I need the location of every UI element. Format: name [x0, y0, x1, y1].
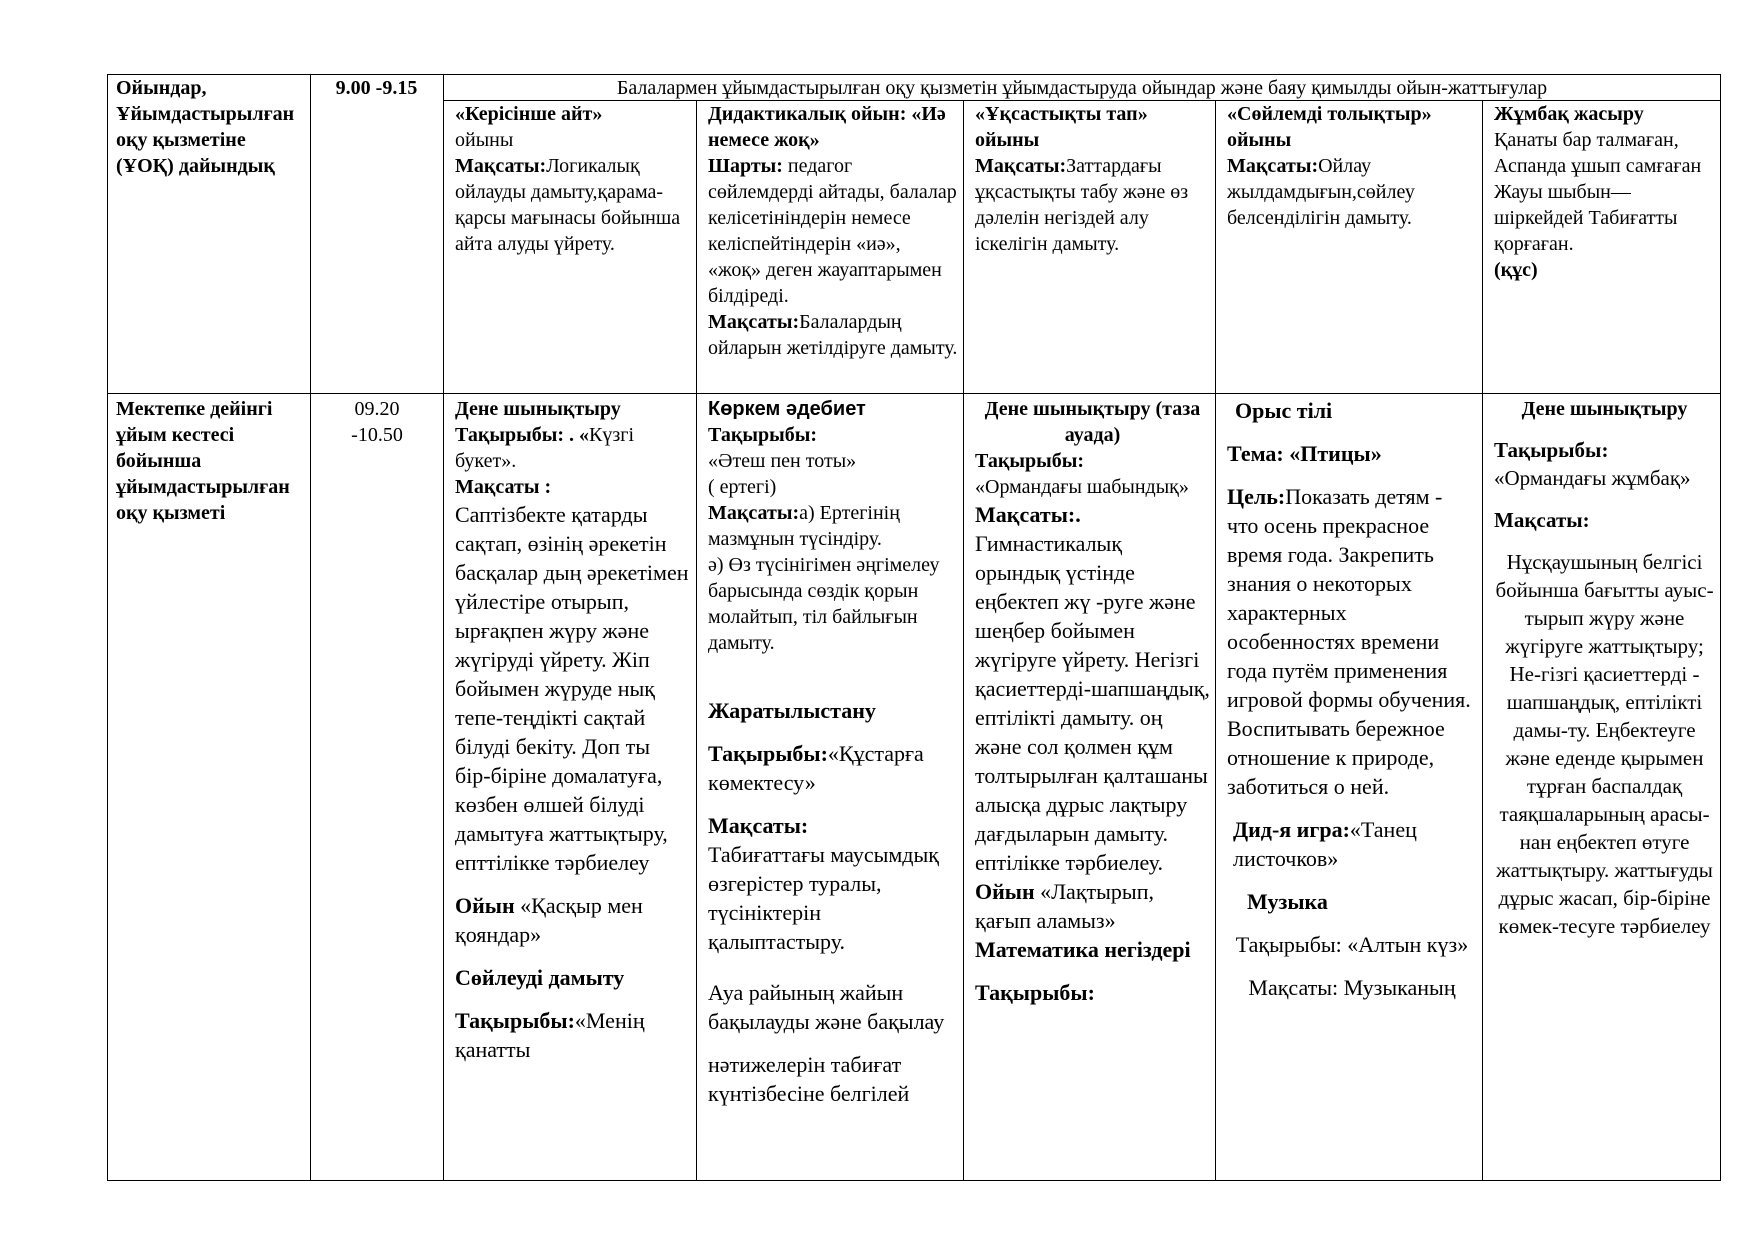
lesson-cell-4: Орыс тілі Тема: «Птицы» Цель:Показать детям - что осень прекрасное время года. Закрепить знания о некоторых характерных особенностях времени года путём применения игровой формы обучения. Воспитывать бережное отношение к природе, заботиться о ней. Дид-я игра:«Танец листочков» Музыка Тақырыбы: «Алтын күз» Мақсаты: Музыканың	[1216, 394, 1483, 1181]
row-time-games: 9.00 -9.15	[311, 75, 444, 394]
games-cell-5: Жұмбақ жасыру Қанаты бар талмаған, Аспанда ұшып самғаған Жауы шыбын—шіркейдей Табиғатты қорғаған. (құс)	[1483, 101, 1721, 394]
games-cell-2: Дидактикалық ойын: «Иә немесе жоқ» Шарты: педагог сөйлемдерді айтады, балалар келісетініндерін немесе келіспейтіндерін «иә», «жоқ» деген жауаптарымен білдіреді. Мақсаты:Балалардың ойларын жетілдіруге дамыту.	[697, 101, 964, 394]
lesson-cell-2: Көркем әдебиет Тақырыбы: «Әтеш пен тоты» ( ертегі) Мақсаты:а) Ертегінің мазмұнын түсіндіру. ә) Өз түсінігімен әңгімелеу барысында сөздік қорын молайтып, тіл байлығын дамыту. Жаратылыстану Тақырыбы:«Құстарға көмектесу» Мақсаты: Табиғаттағы маусымдық өзгерістер туралы, түсініктерін қалыптастыру. Ауа райының жайын бақылауды және бақылау нәтижелерін табиғат күнтізбесіне белгілей	[697, 394, 964, 1181]
lesson-cell-3: Дене шынықтыру (таза ауада) Тақырыбы: «Ормандағы шабындық» Мақсаты:. Гимнастикалық орындық үстінде еңбектеп жү -руге және шеңбер бойымен жүгіруге үйрету. Негізгі қасиеттерді-шапшаңдық, ептілікті дамыту. оң және сол қолмен құм толтырылған қалташаны алысқа дұрыс лақтыру дағдыларын дамыту. ептілікке тәрбиелеу. Ойын «Лақтырып, қағып аламыз» Математика негіздері Тақырыбы:	[964, 394, 1216, 1181]
games-cell-3: «Ұқсастықты тап» ойыны Мақсаты:Заттардағы ұқсастықты табу және өз дәлелін негіздей алу іскелігін дамыту.	[964, 101, 1216, 394]
row-time-lessons: 09.20 -10.50	[311, 394, 444, 1181]
games-cell-4: «Сөйлемді толықтыр» ойыны Мақсаты:Ойлау жылдамдығын,сөйлеу белсенділігін дамыту.	[1216, 101, 1483, 394]
row-label-lessons: Мектепке дейінгі ұйым кестесі бойынша ұйымдастырылған оқу қызметі	[108, 394, 311, 1181]
lessons-row	[108, 394, 1721, 1181]
games-row-header	[108, 75, 1721, 101]
games-cell-1: «Керісінше айт» ойыны Мақсаты:Логикалық ойлауды дамыту,қарама-қарсы мағынасы бойынша айта алуды үйрету.	[444, 101, 697, 394]
lesson-cell-5: Дене шынықтыру Тақырыбы: «Ормандағы жұмбақ» Мақсаты: Нұсқаушының белгісі бойынша бағытты ауыс-тырып жүру және жүгіруге жаттықтыру; Не-гізгі қасиеттерді - шапшаңдық, ептілікті дамы-ту. Еңбектеуге және еденде қырымен тұрған баспалдақ таяқшаларының арасы-нан еңбектеп өтуге жаттықтыру. жаттығуды дұрыс жасап, бір-біріне көмек-тесуге тәрбиелеу	[1483, 394, 1721, 1181]
games-header: Балалармен ұйымдастырылған оқу қызметін ұйымдастыруда ойындар және баяу қимылды ойын-жаттығулар	[444, 75, 1721, 101]
schedule-table	[107, 74, 1721, 1181]
lesson-cell-1: Дене шынықтыру Тақырыбы: . «Күзгі букет». Мақсаты : Саптізбекте қатарды сақтап, өзінің әрекетін басқалар дың әрекетімен үйлестіре отырып, ырғақпен жүру және жүгіруді үйрету. Жіп бойымен жүруде нық тепе-теңдікті сақтай білуді бекіту. Доп ты бір-біріне домалатуға, көзбен өлшей білуді дамытуға жаттықтыру, епттілікке тәрбиелеу Ойын «Қасқыр мен қояндар» Сөйлеуді дамыту Тақырыбы:«Менің қанатты	[444, 394, 697, 1181]
row-label-games: Ойындар, Ұйымдастырылған оқу қызметіне (ҰОҚ) дайындық	[108, 75, 311, 394]
